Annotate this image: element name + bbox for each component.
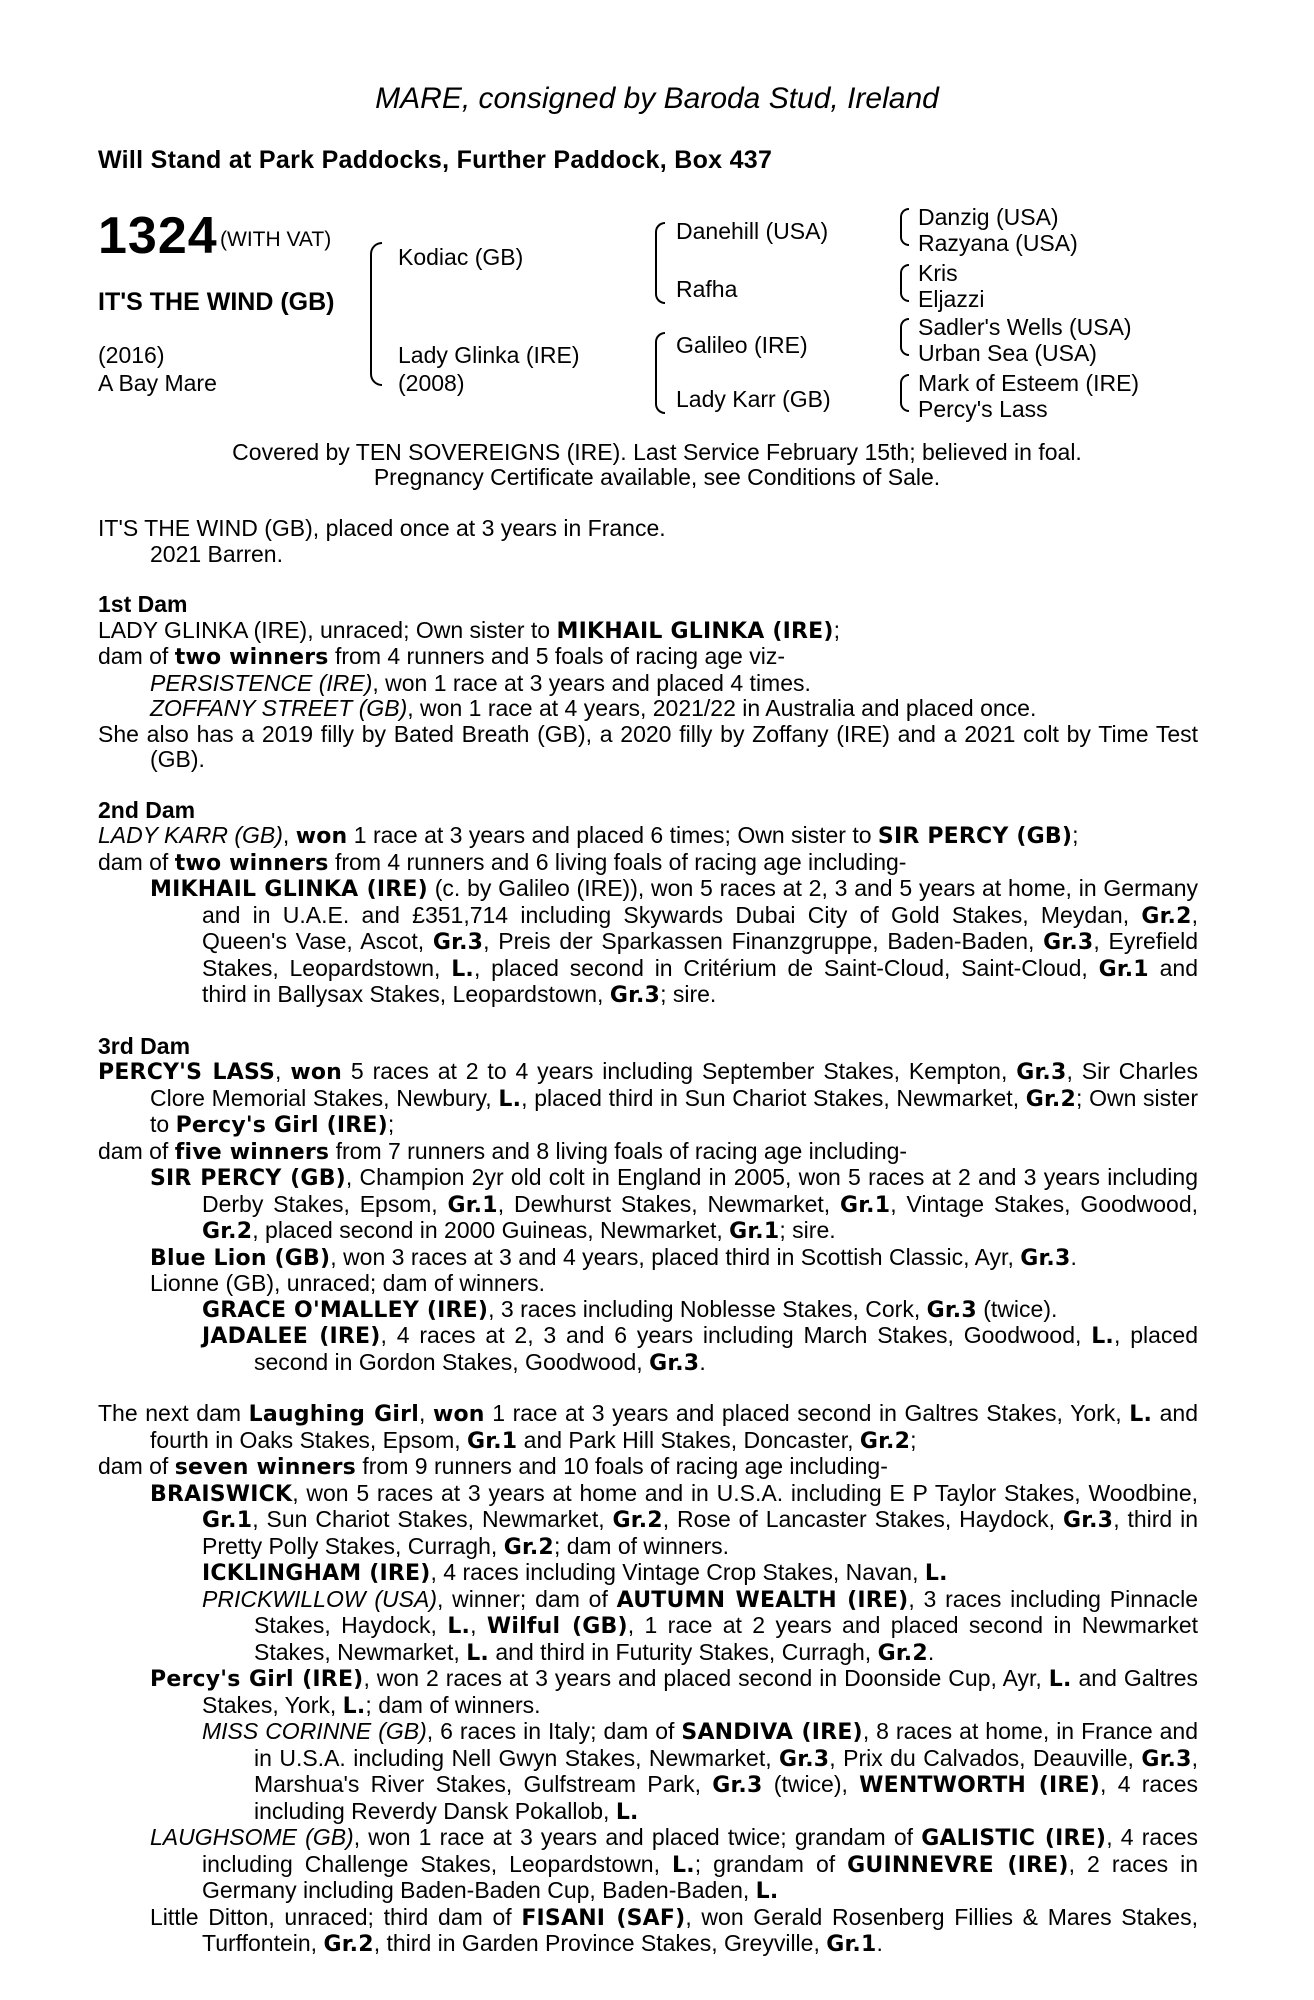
second-dam-heading: 2nd Dam bbox=[98, 796, 196, 823]
offspring-miss-corinne: MISS CORINNE (GB), 6 races in Italy; dam of SANDIVA (IRE), 8 races at home, in France and in U.S.A. including Nell Gwyn Stakes, Newmarket, Gr.3, Prix du Calvados, Deauville, Gr.3, Marshua's River Stakes, Gulfstream Park, Gr.3 (twice), WENTWORTH (IRE), 4 races including Reverdy Dansk Pokallob, L. bbox=[202, 1718, 1198, 1825]
pedigree-gen3-1: Danzig (USA) bbox=[918, 204, 1059, 230]
offspring-lionne: Lionne (GB), unraced; dam of winners. bbox=[150, 1270, 546, 1296]
pedigree-brace bbox=[900, 282, 909, 302]
pregnancy-line: Pregnancy Certificate available, see Conditions of Sale. bbox=[373, 464, 941, 490]
pedigree-brace bbox=[900, 336, 909, 356]
offspring-icklingham: ICKLINGHAM (IRE), 4 races including Vintage Crop Stakes, Navan, L. bbox=[202, 1559, 948, 1586]
pedigree-gen2-1: Danehill (USA) bbox=[676, 218, 829, 244]
third-dam-heading: 3rd Dam bbox=[98, 1032, 191, 1059]
horse-description: A Bay Mare bbox=[98, 370, 217, 396]
page-title: MARE, consigned by Baroda Stud, Ireland bbox=[375, 82, 939, 115]
offspring-persistence: PERSISTENCE (IRE), won 1 race at 3 years and placed 4 times. bbox=[150, 669, 811, 696]
pedigree-gen3-2: Razyana (USA) bbox=[918, 230, 1078, 256]
pedigree-dam: Lady Glinka (IRE) bbox=[398, 342, 580, 368]
first-dam-also: She also has a 2019 filly by Bated Breath (GB), a 2020 filly by Zoffany (IRE) and a 2021 colt by Time Test (GB). bbox=[98, 720, 1198, 772]
pedigree-brace bbox=[900, 392, 909, 412]
pedigree-dam-year: (2008) bbox=[398, 370, 465, 396]
pedigree-gen3-3: Kris bbox=[918, 260, 958, 286]
pedigree-brace bbox=[900, 208, 909, 228]
catalogue-body bbox=[98, 516, 1198, 1958]
offspring-laughsome: LAUGHSOME (GB), won 1 race at 3 years and placed twice; grandam of GALISTIC (IRE), 4 races including Challenge Stakes, Leopardstown, L.; grandam of GUINNEVRE (IRE), 2 races in Germany including Baden-Baden Cup, Baden-Baden, L. bbox=[150, 1824, 1198, 1904]
first-dam-produce: dam of two winners from 4 runners and 5 foals of racing age viz- bbox=[98, 643, 785, 670]
pedigree-gen3-8: Percy's Lass bbox=[918, 396, 1048, 422]
pedigree-brace bbox=[900, 374, 909, 394]
pedigree-gen3-7: Mark of Esteem (IRE) bbox=[918, 370, 1140, 396]
first-dam-heading: 1st Dam bbox=[98, 591, 188, 617]
intro-line: IT'S THE WIND (GB), placed once at 3 years in France. bbox=[98, 515, 666, 541]
pedigree-brace bbox=[655, 332, 665, 374]
intro-barren: 2021 Barren. bbox=[150, 540, 283, 567]
lot-number: 1324 bbox=[98, 207, 218, 265]
offspring-sir-percy: SIR PERCY (GB), Champion 2yr old colt in England in 2005, won 5 races at 2 and 3 years including Derby Stakes, Epsom, Gr.1, Dewhurst Stakes, Newmarket, Gr.1, Vintage Stakes, Goodwood, Gr.2, placed second in 2000 Guineas, Newmarket, Gr.1; sire. bbox=[150, 1164, 1199, 1244]
pedigree-gen2-3: Galileo (IRE) bbox=[676, 332, 808, 358]
pedigree-brace bbox=[900, 318, 909, 338]
third-dam-line: PERCY'S LASS, won 5 races at 2 to 4 years including September Stakes, Kempton, Gr.3, Sir Charles Clore Memorial Stakes, Newbury, L., placed third in Sun Chariot Stakes, Newmarket, Gr.2; Own sister to Percy's Girl (IRE); bbox=[98, 1058, 1198, 1138]
pedigree-sire: Kodiac (GB) bbox=[398, 244, 524, 270]
pedigree-gen2-2: Rafha bbox=[676, 276, 738, 302]
pedigree-brace bbox=[370, 310, 382, 386]
offspring-blue-lion: Blue Lion (GB), won 3 races at 3 and 4 years, placed third in Scottish Classic, Ayr, Gr.3. bbox=[150, 1243, 1077, 1271]
offspring-percys-girl: Percy's Girl (IRE), won 2 races at 3 years and placed second in Doonside Cup, Ayr, L. and Galtres Stakes, York, L.; dam of winners. bbox=[150, 1665, 1198, 1719]
vat-note: (WITH VAT) bbox=[220, 228, 332, 251]
offspring-zoffany-street: ZOFFANY STREET (GB), won 1 race at 4 years, 2021/22 in Australia and placed once. bbox=[150, 695, 1037, 721]
offspring-jadalee: JADALEE (IRE), 4 races at 2, 3 and 6 years including March Stakes, Goodwood, L., placed second in Gordon Stakes, Goodwood, Gr.3. bbox=[202, 1322, 1198, 1376]
offspring-grace-omalley: GRACE O'MALLEY (IRE), 3 races including Noblesse Stakes, Cork, Gr.3 (twice). bbox=[202, 1295, 1058, 1323]
horse-info bbox=[98, 341, 217, 397]
pedigree-brace bbox=[900, 226, 909, 246]
next-dam-line: The next dam Laughing Girl, won 1 race at 3 years and placed second in Galtres Stakes, York, L. and fourth in Oaks Stakes, Epsom, Gr.1 and Park Hill Stakes, Doncaster, Gr.2; bbox=[98, 1400, 1199, 1454]
offspring-little-ditton: Little Ditton, unraced; third dam of FISANI (SAF), won Gerald Rosenberg Fillies & Mares Stakes, Turffontein, Gr.2, third in Garden Province Stakes, Greyville, Gr.1. bbox=[150, 1903, 1198, 1957]
pedigree-brace bbox=[370, 242, 382, 312]
pedigree-gen3-6: Urban Sea (USA) bbox=[918, 340, 1097, 366]
first-dam-line: LADY GLINKA (IRE), unraced; Own sister to MIKHAIL GLINKA (IRE); bbox=[98, 616, 840, 644]
third-dam-produce: dam of five winners from 7 runners and 8 living foals of racing age including- bbox=[98, 1137, 908, 1165]
pedigree-brace bbox=[655, 222, 665, 264]
pedigree-brace bbox=[655, 372, 665, 414]
stand-location: Will Stand at Park Paddocks, Further Paddock, Box 437 bbox=[98, 146, 773, 174]
pedigree-brace bbox=[655, 262, 665, 304]
pedigree-gen2-4: Lady Karr (GB) bbox=[676, 386, 831, 412]
pedigree-gen3-4: Eljazzi bbox=[918, 286, 985, 312]
covered-line: Covered by TEN SOVEREIGNS (IRE). Last Service February 15th; believed in foal. bbox=[232, 439, 1082, 465]
pedigree-brace bbox=[900, 264, 909, 284]
next-dam-produce: dam of seven winners from 9 runners and 10 foals of racing age including- bbox=[98, 1453, 888, 1480]
pedigree-gen3-5: Sadler's Wells (USA) bbox=[918, 314, 1132, 340]
second-dam-produce: dam of two winners from 4 runners and 6 living foals of racing age including- bbox=[98, 848, 907, 876]
offspring-mikhail-glinka: MIKHAIL GLINKA (IRE) (c. by Galileo (IRE)), won 5 races at 2, 3 and 5 years at home, in Germany and in U.A.E. and £351,714 including Skywards Dubai City of Gold Stakes, Meydan, Gr.2, Queen's Vase, Ascot, Gr.3, Preis der Sparkassen Finanzgruppe, Baden-Baden, Gr.3, Eyrefield Stakes, Leopardstown, L., placed second in Critérium de Saint-Cloud, Saint-Cloud, Gr.1 and third in Ballysax Stakes, Leopardstown, Gr.3; sire. bbox=[150, 875, 1199, 1008]
horse-name: IT'S THE WIND (GB) bbox=[98, 288, 335, 316]
second-dam-line: LADY KARR (GB), won 1 race at 3 years and placed 6 times; Own sister to SIR PERCY (GB); bbox=[98, 822, 1079, 849]
offspring-prickwillow: PRICKWILLOW (USA), winner; dam of AUTUMN WEALTH (IRE), 3 races including Pinnacle Stakes, Haydock, L., Wilful (GB), 1 race at 2 years and placed second in Newmarket Stakes, Newmarket, L. and third in Futurity Stakes, Curragh, Gr.2. bbox=[202, 1585, 1199, 1666]
horse-year: (2016) bbox=[98, 342, 165, 368]
offspring-braiswick: BRAISWICK, won 5 races at 3 years at home and in U.S.A. including E P Taylor Stakes, Woodbine, Gr.1, Sun Chariot Stakes, Newmarket, Gr.2, Rose of Lancaster Stakes, Haydock, Gr.3, third in Pretty Polly Stakes, Curragh, Gr.2; dam of winners. bbox=[150, 1479, 1198, 1560]
